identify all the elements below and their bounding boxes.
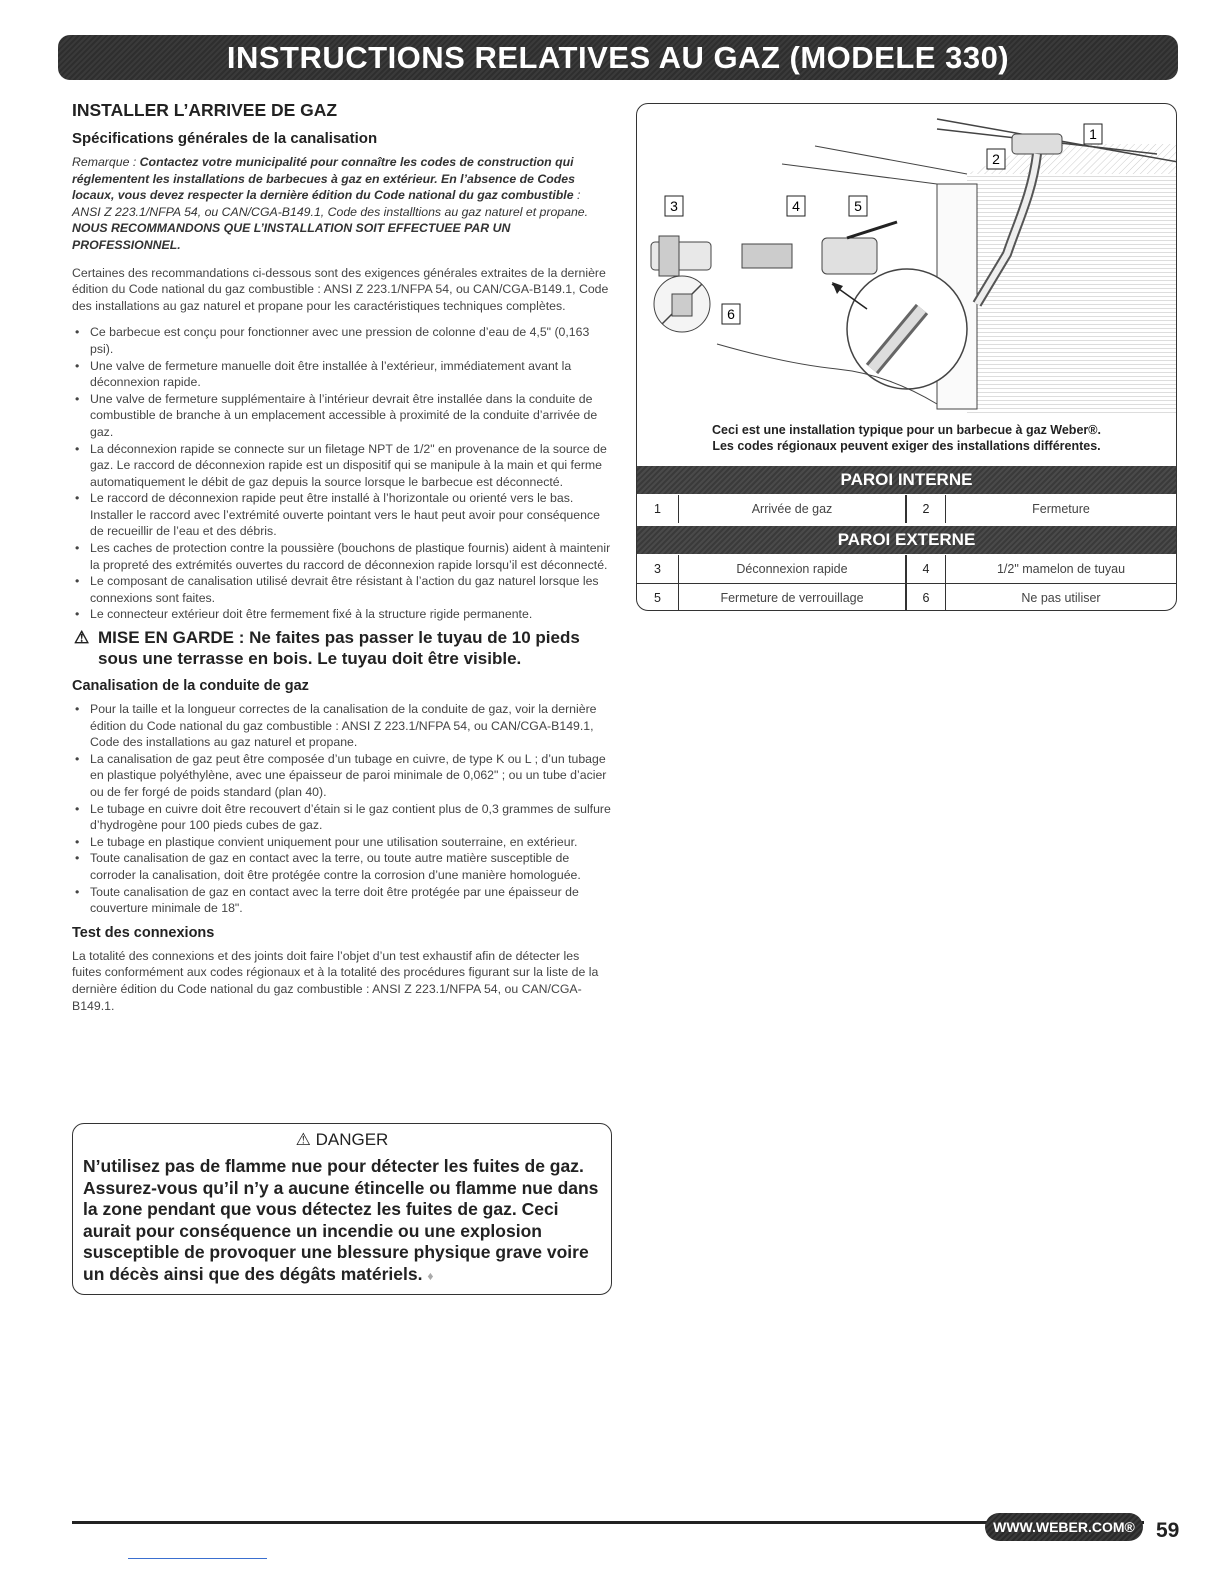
page-number: 59 xyxy=(1156,1519,1180,1542)
spec-bullet-list xyxy=(72,324,612,623)
list-item: • Ce barbecue est conçu pour fonctionner avec une pression de colonne d’eau de 4,5" (0,163 psi). xyxy=(72,324,612,357)
svg-text:3: 3 xyxy=(670,198,678,214)
item-number: 3 xyxy=(637,555,679,583)
gas-installation-illustration xyxy=(637,104,1177,419)
intro-paragraph: Certaines des recommandations ci-dessous sont des exigences générales extraites de la dernière édition du Code national du gaz combustible : ANSI Z 223.1/NFPA 54, ou CAN/CGA-B149.1, Code des installations au gaz naturel et propane pour les caractéristiques techniques complètes. xyxy=(72,265,609,313)
caption-line-2: Les codes régionaux peuvent exiger des installations différentes. xyxy=(712,439,1101,453)
table-row xyxy=(637,584,1176,611)
end-mark-icon: ♦ xyxy=(427,1268,434,1283)
item-number: 1 xyxy=(637,495,679,523)
test-paragraph: La totalité des connexions et des joints doit faire l’objet d’un test exhaustif afin de détecter les fuites conformément aux codes régionaux et à la totalité des procédures figurant sur la liste de la dernière édition du Code national du gaz combustible : ANSI Z 223.1/NFPA 54, ou CAN/CGA-B149.1. xyxy=(72,948,599,1013)
danger-title: ⚠ DANGER xyxy=(295,1130,389,1149)
footer-url: WWW.WEBER.COM® xyxy=(993,1519,1135,1535)
item-number: 5 xyxy=(637,584,679,611)
section-title: INSTALLER L’ARRIVEE DE GAZ xyxy=(72,100,338,120)
installation-diagram-panel xyxy=(636,103,1177,611)
remark-mid: : ANSI Z 223.1/NFPA 54, ou CAN/CGA-B149.1, Code des installtions au gaz naturel et propane. xyxy=(72,188,589,219)
callout-3 xyxy=(665,196,683,216)
list-item: • La déconnexion rapide se connecte sur un filetage NPT de 1/2" en provenance de la source de gaz. Le raccord de déconnexion rapide est un dispositif qui se manipule à la main et qui ferme automatiquement le débit de gaz depuis la source lorsque le barbecue est déconnecté. xyxy=(72,441,612,491)
danger-text xyxy=(83,1156,601,1287)
list-item: • La canalisation de gaz peut être composée d’un tubage en cuivre, de type K ou L ; d’un tubage en plastique polyéthylène, avec une épaisseur de paroi minimale de 0,062" ; ou un tube d’acier ou de fer forgé de poids standard (plan 40). xyxy=(72,751,612,801)
danger-body: N’utilisez pas de flamme nue pour détecter les fuites de gaz. Assurez-vous qu’il n’y a aucune étincelle ou flamme nue dans la zone pendant que vous détectez les fuites de gaz. Ceci aurait pour conséquence un incendie ou une explosion susceptible de provoquer une blessure physique grave voire un décès ainsi que des dégâts matériels. xyxy=(83,1156,599,1284)
remark-bold-1: Contactez votre municipalité pour connaître les codes de construction qui réglementent les installations de barbecues à gaz en extérieur. En l’absence de Codes locaux, vous devez respecter la dernière édition du Code national du gaz combustible xyxy=(72,155,575,203)
list-item: • Toute canalisation de gaz en contact avec la terre doit être protégée par une épaisseur de couverture minimale de 18". xyxy=(72,884,612,917)
header-banner xyxy=(58,35,1178,80)
item-number: 6 xyxy=(906,584,946,611)
list-item: • Pour la taille et la longueur correctes de la canalisation de la conduite de gaz, voir la dernière édition du Code national du gaz combustible : ANSI Z 223.1/NFPA 54, ou CAN/CGA-B149.1, Code des installations au gaz naturel et propane. xyxy=(72,701,612,751)
table-header-externe xyxy=(637,526,1176,554)
item-number: 2 xyxy=(906,495,946,523)
remark-note xyxy=(72,154,612,254)
diagram-caption xyxy=(637,422,1176,454)
list-item: • Le composant de canalisation utilisé devrait être résistant à l’action du gaz naturel lorsque les connexions sont faites. xyxy=(72,573,612,606)
callout-5 xyxy=(849,196,867,216)
callout-6 xyxy=(722,304,740,324)
list-item: • Le tubage en plastique convient uniquement pour une utilisation souterraine, en extérieur. xyxy=(72,834,612,851)
callout-4 xyxy=(787,196,805,216)
page-title: INSTRUCTIONS RELATIVES AU GAZ (MODELE 330) xyxy=(226,39,1010,75)
item-label: Déconnexion rapide xyxy=(679,555,906,583)
table-header-label: PAROI INTERNE xyxy=(840,470,973,489)
item-label: Fermeture xyxy=(1032,502,1090,516)
list-item: • Toute canalisation de gaz en contact avec la terre, ou toute autre matière susceptible de corroder la canalisation, doit être protégée contre la corrosion d’une manière homologuée. xyxy=(72,850,612,883)
list-item: • Les caches de protection contre la poussière (bouchons de plastique fournis) aident à maintenir la propreté des extrémités ouvertes du raccord de déconnexion rapide lorsqu’il est déconnecté. xyxy=(72,540,612,573)
remark-bold-2: NOUS RECOMMANDONS QUE L’INSTALLATION SOIT EFFECTUEE PAR UN PROFESSIONNEL. xyxy=(72,221,511,252)
shutoff-valve-part xyxy=(822,238,877,274)
item-label: 1/2" mamelon de tuyau xyxy=(996,562,1126,576)
wall-face xyxy=(967,174,1177,414)
svg-text:2: 2 xyxy=(992,151,1000,167)
item-label: Ne pas utiliser xyxy=(1021,591,1101,605)
footer-rule xyxy=(72,1521,1144,1524)
pipe-bullet-list xyxy=(72,701,612,917)
list-item: • Le raccord de déconnexion rapide peut être installé à l’horizontale ou orienté vers le bas. Installer le raccord avec l’extrémité ouverte pointant vers le haut peut avoir pour conséquence de recueillir de l’eau et des débris. xyxy=(72,490,612,540)
spec-heading: Spécifications générales de la canalisation xyxy=(72,130,378,147)
svg-text:6: 6 xyxy=(727,306,735,322)
list-item: • Une valve de fermeture manuelle doit être installée à l’extérieur, immédiatement avant la déconnexion rapide. xyxy=(72,358,612,391)
table-row xyxy=(637,495,1176,523)
remark-lead: Remarque : xyxy=(72,155,140,169)
caption-line-1: Ceci est une installation typique pour un barbecue à gaz Weber®. xyxy=(712,423,1101,437)
list-item: • Le tubage en cuivre doit être recouvert d’étain si le gaz contient plus de 0,3 grammes de sulfure d’hydrogène pour 100 pieds cubes de gaz. xyxy=(72,801,612,834)
svg-text:4: 4 xyxy=(792,198,800,214)
callout-1 xyxy=(1084,124,1102,144)
warning-icon: ⚠ xyxy=(74,628,90,648)
warning-notice xyxy=(72,627,612,669)
footer-url-badge xyxy=(985,1513,1143,1541)
list-item: • Une valve de fermeture supplémentaire à l’intérieur devrait être installée dans la conduite de combustible de branche à un emplacement accessible à proximité de la conduite d’arrivée de gaz. xyxy=(72,391,612,441)
svg-text:5: 5 xyxy=(854,198,862,214)
item-label: Fermeture de verrouillage xyxy=(679,584,906,611)
danger-box xyxy=(72,1123,612,1295)
test-heading: Test des connexions xyxy=(72,924,215,941)
table-header-interne xyxy=(637,466,1176,494)
warning-text: MISE EN GARDE : Ne faites pas passer le tuyau de 10 pieds sous une terrasse en bois. Le tuyau doit être visible. xyxy=(98,628,580,669)
table-header-label: PAROI EXTERNE xyxy=(837,530,976,549)
svg-text:1: 1 xyxy=(1089,126,1097,142)
footer-small-rule xyxy=(128,1558,267,1559)
item-number: 4 xyxy=(906,555,946,583)
left-column xyxy=(72,100,612,1024)
pipe-heading: Canalisation de la conduite de gaz xyxy=(72,678,309,695)
callout-2 xyxy=(987,149,1005,169)
list-item: • Le connecteur extérieur doit être fermement fixé à la structure rigide permanente. xyxy=(72,606,612,623)
item-label: Arrivée de gaz xyxy=(679,495,906,523)
table-row xyxy=(637,555,1176,583)
pipe-nipple-part xyxy=(742,244,792,268)
